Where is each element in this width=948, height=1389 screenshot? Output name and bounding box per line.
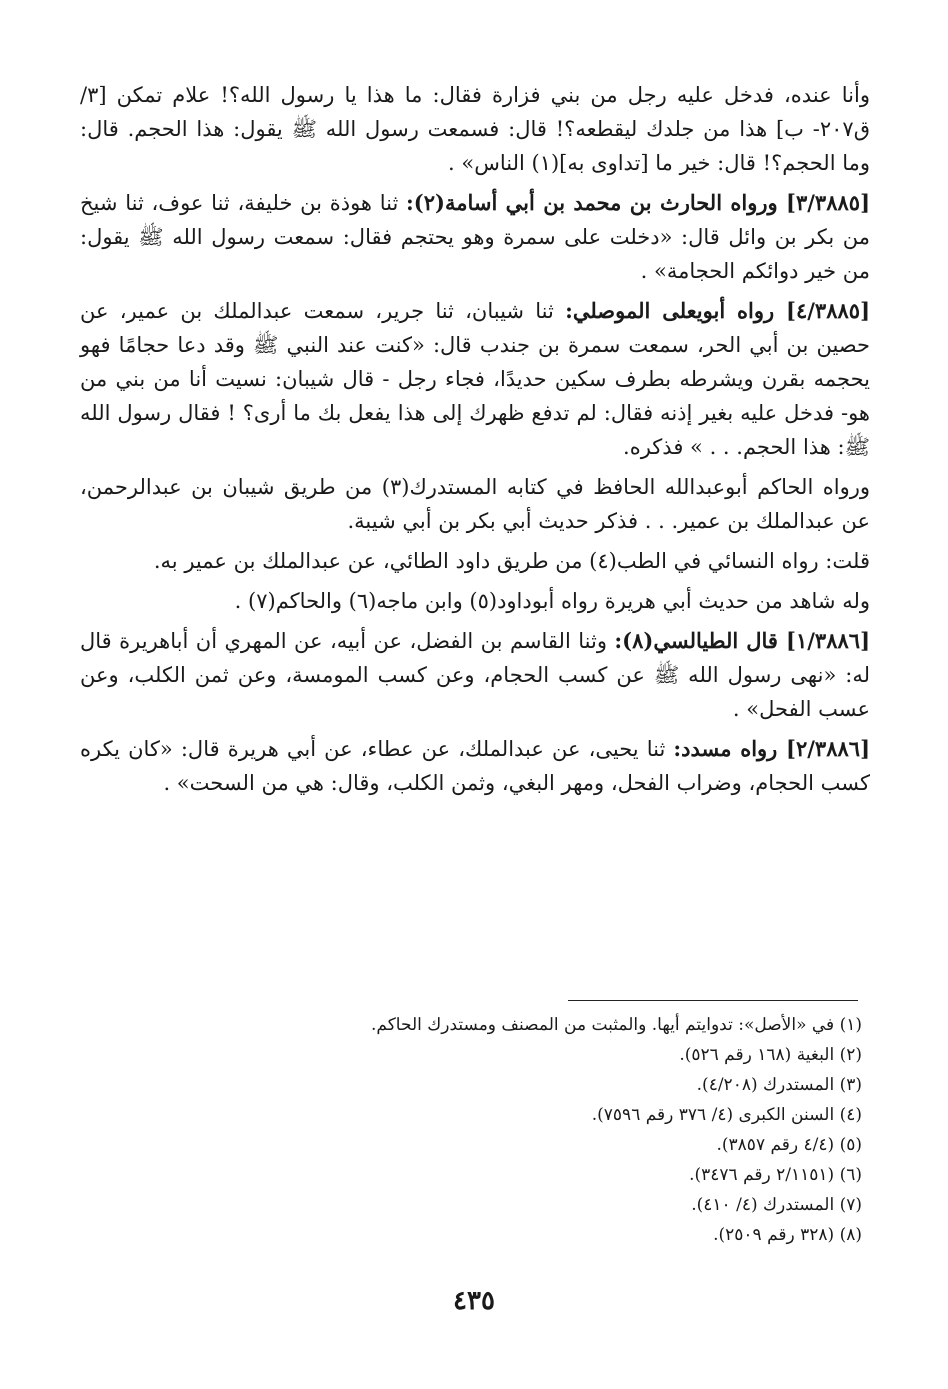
footnote-2: (٢) البغية (١٦٨ رقم ٥٢٦). bbox=[679, 1045, 862, 1065]
footnotes bbox=[162, 1010, 862, 1250]
footnote-7: (٧) المستدرك (٤/ ٤١٠). bbox=[691, 1195, 862, 1215]
paragraph-5: قلت: رواه النسائي في الطب(٤) من طريق داود الطائي، عن عبدالملك بن عمير به. bbox=[153, 549, 870, 573]
page-number: ٤٣٥ bbox=[453, 1286, 495, 1316]
paragraph-2: [٣/٣٨٨٥] ورواه الحارث بن محمد بن أبي أسامة(٢): ثنا هوذة بن خليفة، ثنا عوف، ثنا شيخ من بكر بن وائل قال: «دخلت على سمرة وهو يحتجم فقال: سمعت رسول الله ﷺ يقول: من خير دوائكم الحجامة» . bbox=[80, 190, 870, 283]
paragraph-4: ورواه الحاكم أبوعبدالله الحافظ في كتابه المستدرك(٣) من طريق شيبان بن عبدالرحمن، عن عبدالملك بن عمير. . . فذكر حديث أبي بكر بن أبي شيبة. bbox=[80, 475, 871, 533]
paragraph-7: [١/٣٨٨٦] قال الطيالسي(٨): وثنا القاسم بن الفضل، عن أبيه، عن المهري أن أباهريرة قال له: «نهى رسول الله ﷺ عن كسب الحجام، وعن كسب المومسة، وعن ثمن الكلب، وعن عسب الفحل» . bbox=[80, 628, 870, 721]
footnote-1: (١) في «الأصل»: تدوايتم أيها. والمثبت من المصنف ومستدرك الحاكم. bbox=[370, 1015, 862, 1035]
paragraph-3: [٤/٣٨٨٥] رواه أبويعلى الموصلي: ثنا شيبان، ثنا جرير، سمعت عبدالملك بن عمير، عن حصين بن أبي الحر، سمعت سمرة بن جندب قال: «كنت عند النبي ﷺ وقد دعا حجامًا فهو يحجمه بقرن ويشرطه بطرف سكين حديدًا، فجاء رجل - قال شيبان: نسيت أنا من بني من هو- فدخل عليه بغير إذنه فقال: لم تدفع ظهرك إلى هذا يفعل بك ما أرى؟ ! فقال رسول الله ﷺ: هذا الحجم. . . » فذكره. bbox=[80, 298, 870, 459]
footnote-6: (٦) (٢/١١٥١ رقم ٣٤٧٦). bbox=[689, 1165, 862, 1185]
main-text bbox=[80, 78, 870, 806]
footnote-5: (٥) (٤/٤ رقم ٣٨٥٧). bbox=[716, 1135, 862, 1155]
footnote-4: (٤) السنن الكبرى (٤/ ٣٧٦ رقم ٧٥٩٦). bbox=[591, 1105, 862, 1125]
paragraph-1: وأنا عنده، فدخل عليه رجل من بني فزارة فقال: ما هذا يا رسول الله؟! علام تمكن [٣/ق٢٠٧- ب] هذا من جلدك ليقطعه؟! قال: فسمعت رسول الله ﷺ يقول: هذا الحجم. قال: وما الحجم؟! قال: خير ما [تداوى به](١) الناس» . bbox=[80, 83, 870, 175]
footnote-separator bbox=[568, 1000, 858, 1001]
footnote-3: (٣) المستدرك (٤/٢٠٨). bbox=[696, 1075, 862, 1095]
footnote-8: (٨) (٣٢٨ رقم ٢٥٠٩). bbox=[713, 1225, 862, 1245]
paragraph-6: وله شاهد من حديث أبي هريرة رواه أبوداود(٥) وابن ماجه(٦) والحاكم(٧) . bbox=[234, 589, 870, 613]
paragraph-8: [٢/٣٨٨٦] رواه مسدد: ثنا يحيى، عن عبدالملك، عن عطاء، عن أبي هريرة قال: «كان يكره كسب الحجام، وضراب الفحل، ومهر البغي، وثمن الكلب، وقال: هي من السحت» . bbox=[80, 736, 870, 795]
